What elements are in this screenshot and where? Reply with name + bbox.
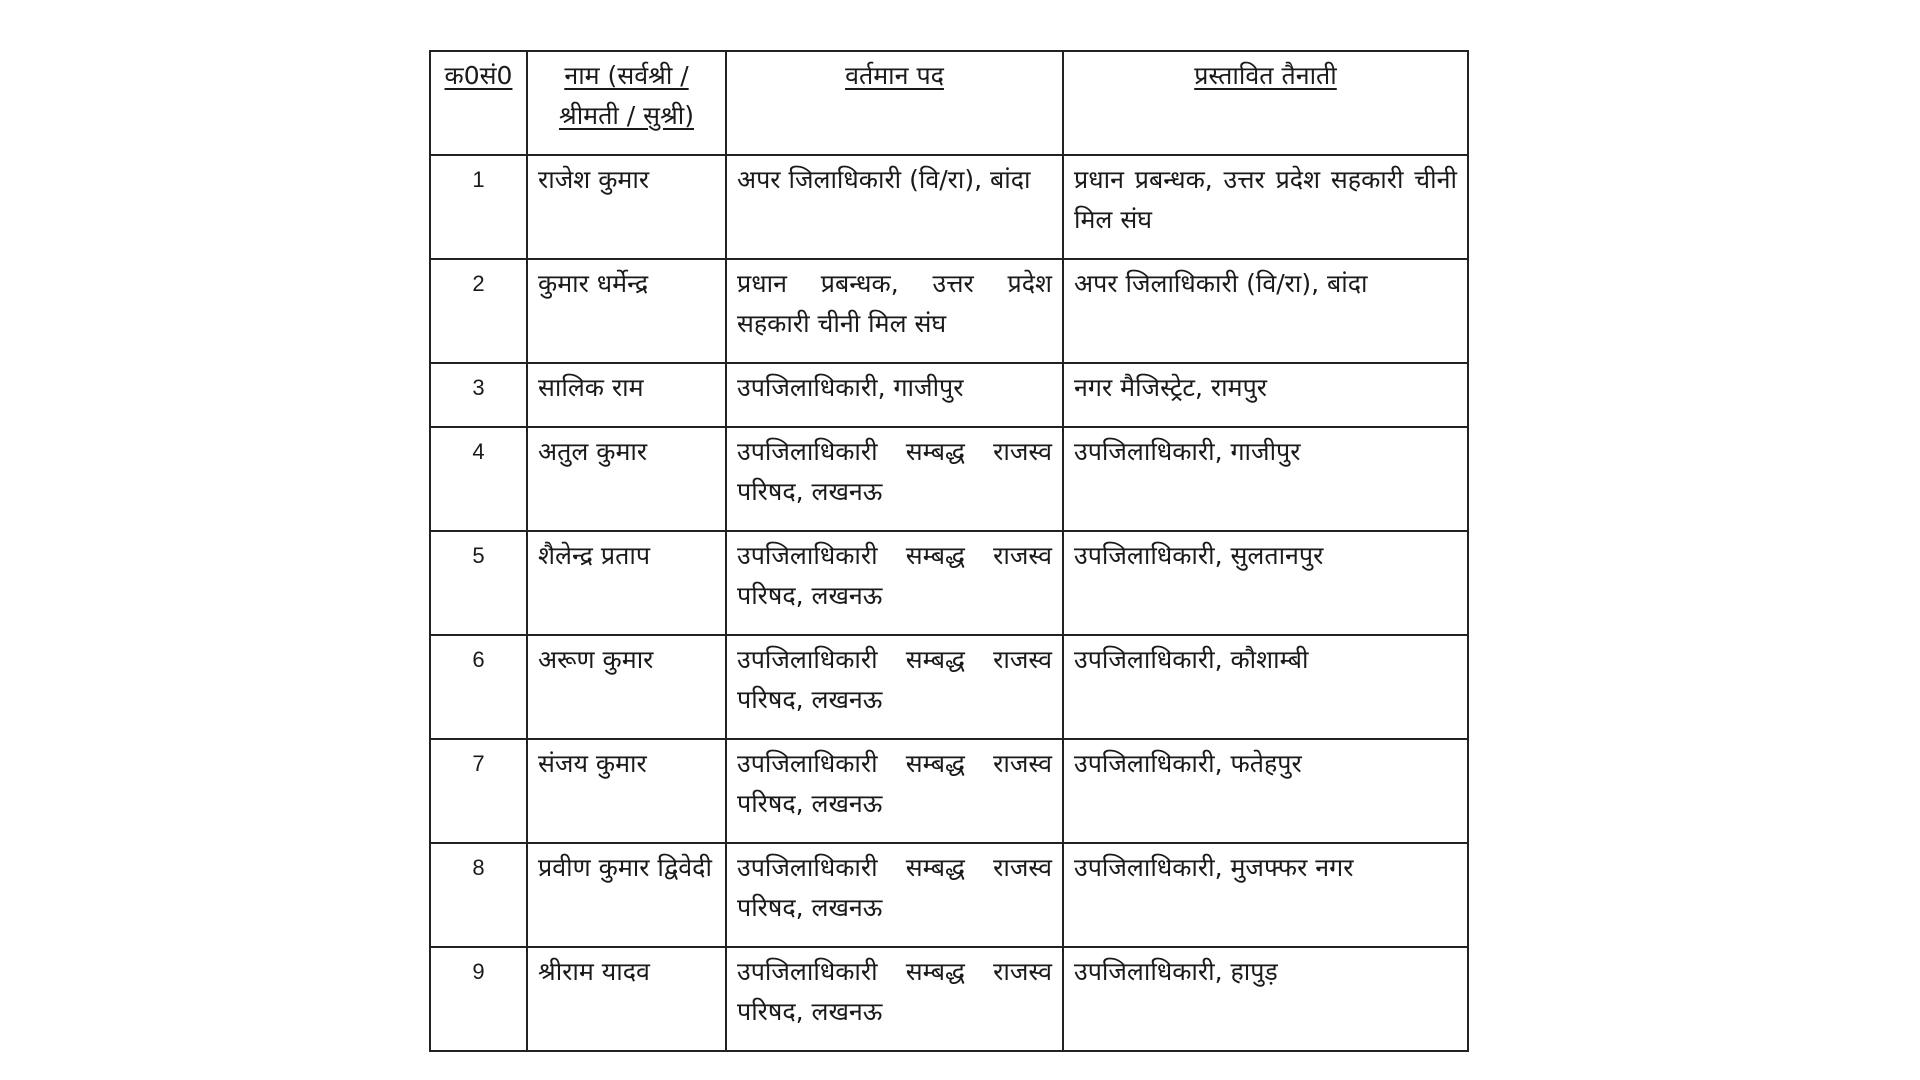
cell-proposed-posting: प्रधान प्रबन्धक, उत्तर प्रदेश सहकारी चीनी मिल संघ: [1063, 155, 1468, 259]
cell-serial-number: 4: [430, 427, 527, 531]
cell-serial-number: 3: [430, 363, 527, 427]
cell-current-post: प्रधान प्रबन्धक, उत्तर प्रदेश सहकारी चीनी मिल संघ: [726, 259, 1063, 363]
cell-serial-number: 1: [430, 155, 527, 259]
cell-serial-number: 9: [430, 947, 527, 1051]
cell-name: अरूण कुमार: [527, 635, 726, 739]
table-row: [430, 635, 1468, 739]
table-row: [430, 843, 1468, 947]
cell-name: श्रीराम यादव: [527, 947, 726, 1051]
cell-current-post: उपजिलाधिकारी सम्बद्ध राजस्व परिषद, लखनऊ: [726, 635, 1063, 739]
cell-proposed-posting: उपजिलाधिकारी, गाजीपुर: [1063, 427, 1468, 531]
cell-name: अतुल कुमार: [527, 427, 726, 531]
cell-current-post: उपजिलाधिकारी सम्बद्ध राजस्व परिषद, लखनऊ: [726, 531, 1063, 635]
cell-proposed-posting: उपजिलाधिकारी, हापुड़: [1063, 947, 1468, 1051]
cell-serial-number: 2: [430, 259, 527, 363]
cell-name: सालिक राम: [527, 363, 726, 427]
cell-serial-number: 6: [430, 635, 527, 739]
cell-serial-number: 8: [430, 843, 527, 947]
cell-current-post: उपजिलाधिकारी सम्बद्ध राजस्व परिषद, लखनऊ: [726, 427, 1063, 531]
header-serial-number: क0सं0: [430, 51, 527, 155]
table-row: [430, 947, 1468, 1051]
header-proposed-posting: प्रस्तावित तैनाती: [1063, 51, 1468, 155]
cell-name: कुमार धर्मेन्द्र: [527, 259, 726, 363]
cell-serial-number: 7: [430, 739, 527, 843]
cell-name: संजय कुमार: [527, 739, 726, 843]
cell-name: शैलेन्द्र प्रताप: [527, 531, 726, 635]
header-name: नाम (सर्वश्री / श्रीमती / सुश्री): [527, 51, 726, 155]
cell-proposed-posting: उपजिलाधिकारी, मुजफ्फर नगर: [1063, 843, 1468, 947]
cell-current-post: उपजिलाधिकारी सम्बद्ध राजस्व परिषद, लखनऊ: [726, 843, 1063, 947]
cell-name: राजेश कुमार: [527, 155, 726, 259]
cell-current-post: उपजिलाधिकारी, गाजीपुर: [726, 363, 1063, 427]
cell-proposed-posting: उपजिलाधिकारी, कौशाम्बी: [1063, 635, 1468, 739]
table-row: [430, 155, 1468, 259]
cell-proposed-posting: उपजिलाधिकारी, सुलतानपुर: [1063, 531, 1468, 635]
table-body: [430, 155, 1468, 1051]
cell-serial-number: 5: [430, 531, 527, 635]
table-row: [430, 259, 1468, 363]
cell-proposed-posting: उपजिलाधिकारी, फतेहपुर: [1063, 739, 1468, 843]
table-row: [430, 363, 1468, 427]
cell-name: प्रवीण कुमार द्विवेदी: [527, 843, 726, 947]
cell-proposed-posting: अपर जिलाधिकारी (वि/रा), बांदा: [1063, 259, 1468, 363]
header-current-post: वर्तमान पद: [726, 51, 1063, 155]
table-header-row: [430, 51, 1468, 155]
table-row: [430, 427, 1468, 531]
cell-current-post: अपर जिलाधिकारी (वि/रा), बांदा: [726, 155, 1063, 259]
cell-current-post: उपजिलाधिकारी सम्बद्ध राजस्व परिषद, लखनऊ: [726, 947, 1063, 1051]
cell-current-post: उपजिलाधिकारी सम्बद्ध राजस्व परिषद, लखनऊ: [726, 739, 1063, 843]
transfer-table: [429, 50, 1469, 1052]
cell-proposed-posting: नगर मैजिस्ट्रेट, रामपुर: [1063, 363, 1468, 427]
table-row: [430, 531, 1468, 635]
table-row: [430, 739, 1468, 843]
